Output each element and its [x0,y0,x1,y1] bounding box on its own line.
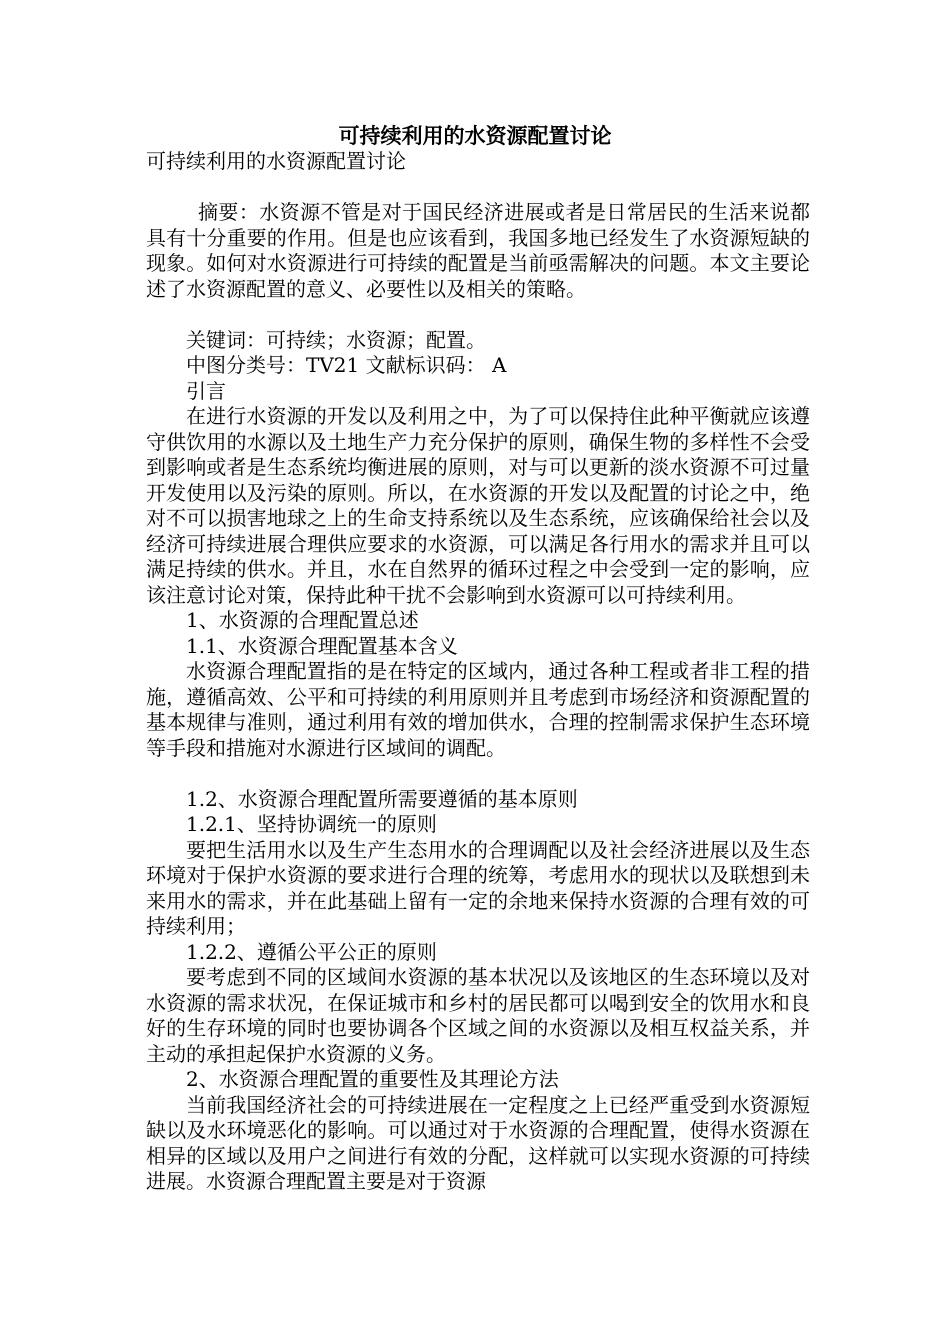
section-heading-intro: 引言 [186,378,226,403]
section-heading-2: 2、水资源合理配置的重要性及其理论方法 [186,1067,559,1091]
document-body [146,149,810,1195]
intro-paragraph: 在进行水资源的开发以及利用之中，为了可以保持住此种平衡就应该遵守供饮用的水源以及土地生产力充分保护的原则，确保生物的多样性不会受到影响或者是生态系统均衡进展的原则，对与可以更新的淡水资源不可过量开发使用以及污染的原则。所以，在水资源的开发以及配置的讨论之中，绝对不可以损害地球之上的生命支持系统以及生态系统，应该确保给社会以及经济可持续进展合理供应要求的水资源，可以满足各行用水的需求并且可以满足持续的供水。并且，水在自然界的循环过程之中会受到一定的影响，应该注意讨论对策，保持此种干扰不会影响到水资源可以可持续利用。 [146,404,810,607]
section-heading-1: 1、水资源的合理配置总述 [186,608,419,632]
paragraph-1-2-1: 要把生活用水以及生产生态用水的合理调配以及社会经济进展以及生态环境对于保护水资源的要求进行合理的统筹，考虑用水的现状以及联想到未来用水的需求，并在此基础上留有一定的余地来保持水资源的合理有效的可持续利用； [146,837,810,938]
section-heading-1-2: 1.2、水资源合理配置所需要遵循的基本原则 [186,786,578,811]
paragraph-2: 当前我国经济社会的可持续进展在一定程度之上已经严重受到水资源短缺以及水环境恶化的影响。可以通过对于水资源的合理配置，使得水资源在相异的区域以及用户之间进行有效的分配，这样就可以实现水资源的可持续进展。水资源合理配置主要是对于资源 [146,1092,810,1193]
blank-line [146,302,810,328]
classification-line: 中图分类号：TV21 文献标识码： A [186,353,507,377]
paragraph-1-1: 水资源合理配置指的是在特定的区域内，通过各种工程或者非工程的措施，遵循高效、公平和可持续的利用原则并且考虑到市场经济和资源配置的基本规律与准则，通过利用有效的增加供水，合理的控制需求保护生态环境等手段和措施对水源进行区域间的调配。 [146,659,810,760]
keywords-line: 关键词：可持续；水资源；配置。 [186,327,486,352]
page-title: 可持续利用的水资源配置讨论 [338,124,612,148]
blank-line [146,761,810,787]
blank-line [146,175,810,201]
section-heading-1-2-2: 1.2.2、遵循公平公正的原则 [186,939,437,964]
subtitle-line: 可持续利用的水资源配置讨论 [146,149,406,173]
section-heading-1-2-1: 1.2.1、坚持协调统一的原则 [186,812,437,836]
paragraph-1-2-2: 要考虑到不同的区域间水资源的基本状况以及该地区的生态环境以及对水资源的需求状况，在保证城市和乡村的居民都可以喝到安全的饮用水和良好的生存环境的同时也要协调各个区域之间的水资源以及相互权益关系，并主动的承担起保护水资源的义务。 [146,965,810,1066]
abstract-paragraph: 摘要：水资源不管是对于国民经济进展或者是日常居民的生活来说都具有十分重要的作用。但是也应该看到，我国多地已经发生了水资源短缺的现象。如何对水资源进行可持续的配置是当前亟需解决的问题。本文主要论述了水资源配置的意义、必要性以及相关的策略。 [146,200,810,301]
section-heading-1-1: 1.1、水资源合理配置基本含义 [186,633,458,658]
